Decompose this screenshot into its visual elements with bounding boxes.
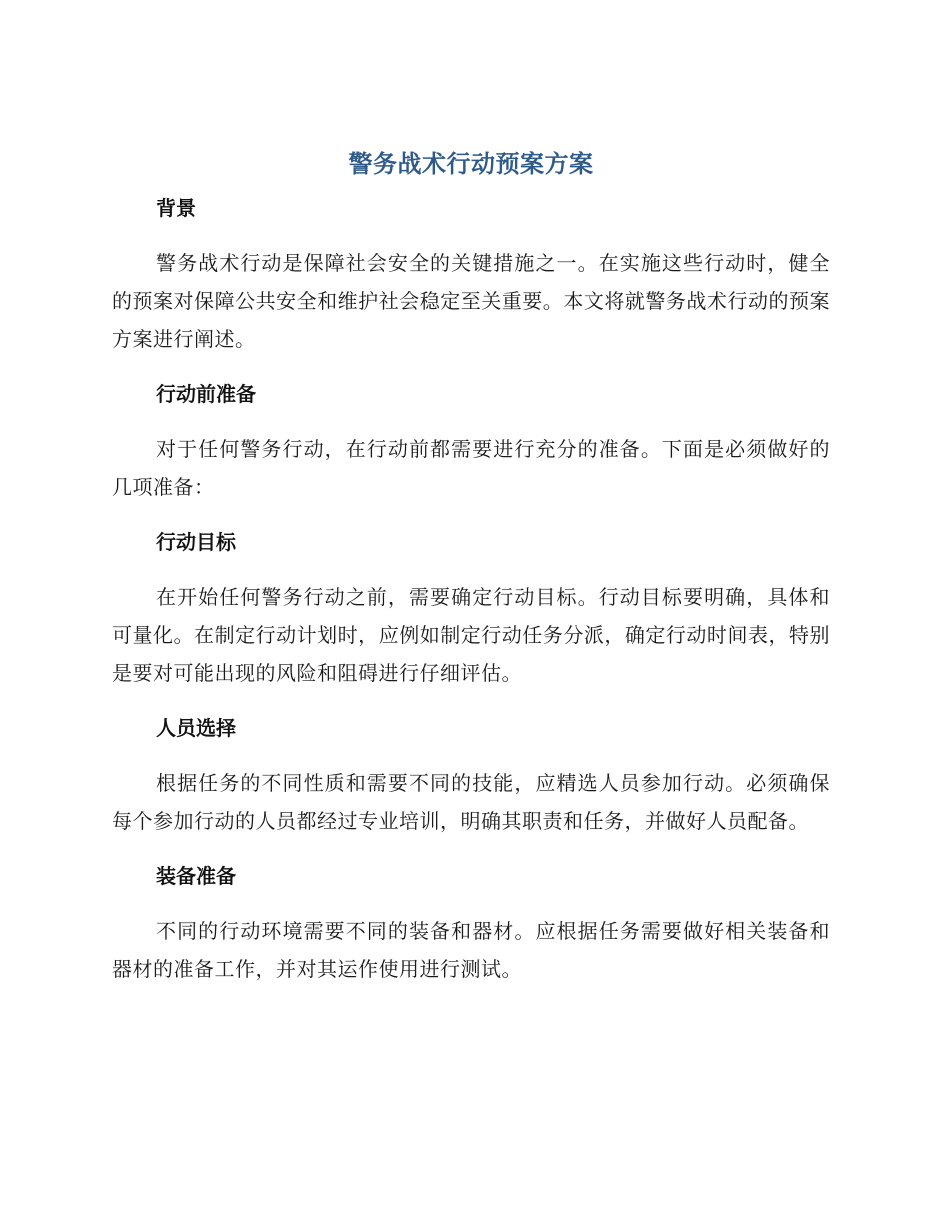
section-heading: 行动前准备 bbox=[156, 382, 256, 406]
section-heading: 行动目标 bbox=[156, 530, 236, 554]
section-paragraph: 对于任何警务行动，在行动前都需要进行充分的准备。下面是必须做好的几项准备： bbox=[112, 437, 830, 499]
section-preparation bbox=[112, 378, 830, 506]
document-title: 警务战术行动预案方案 bbox=[348, 150, 594, 178]
section-personnel bbox=[112, 712, 830, 840]
section-heading: 装备准备 bbox=[156, 864, 236, 888]
section-paragraph: 警务战术行动是保障社会安全的关键措施之一。在实施这些行动时，健全的预案对保障公共安全和维护社会稳定至关重要。本文将就警务战术行动的预案方案进行阐述。 bbox=[112, 251, 830, 351]
section-heading: 人员选择 bbox=[156, 716, 236, 740]
section-heading: 背景 bbox=[156, 196, 196, 220]
section-paragraph: 在开始任何警务行动之前，需要确定行动目标。行动目标要明确，具体和可量化。在制定行动计划时，应例如制定行动任务分派，确定行动时间表，特别是要对可能出现的风险和阻碍进行仔细评估。 bbox=[112, 585, 830, 685]
section-objectives bbox=[112, 526, 830, 692]
section-paragraph: 根据任务的不同性质和需要不同的技能，应精选人员参加行动。必须确保每个参加行动的人员都经过专业培训，明确其职责和任务，并做好人员配备。 bbox=[112, 771, 830, 833]
section-paragraph: 不同的行动环境需要不同的装备和器材。应根据任务需要做好相关装备和器材的准备工作，并对其运作使用进行测试。 bbox=[112, 919, 830, 981]
section-background bbox=[112, 192, 830, 358]
section-equipment bbox=[112, 860, 830, 988]
